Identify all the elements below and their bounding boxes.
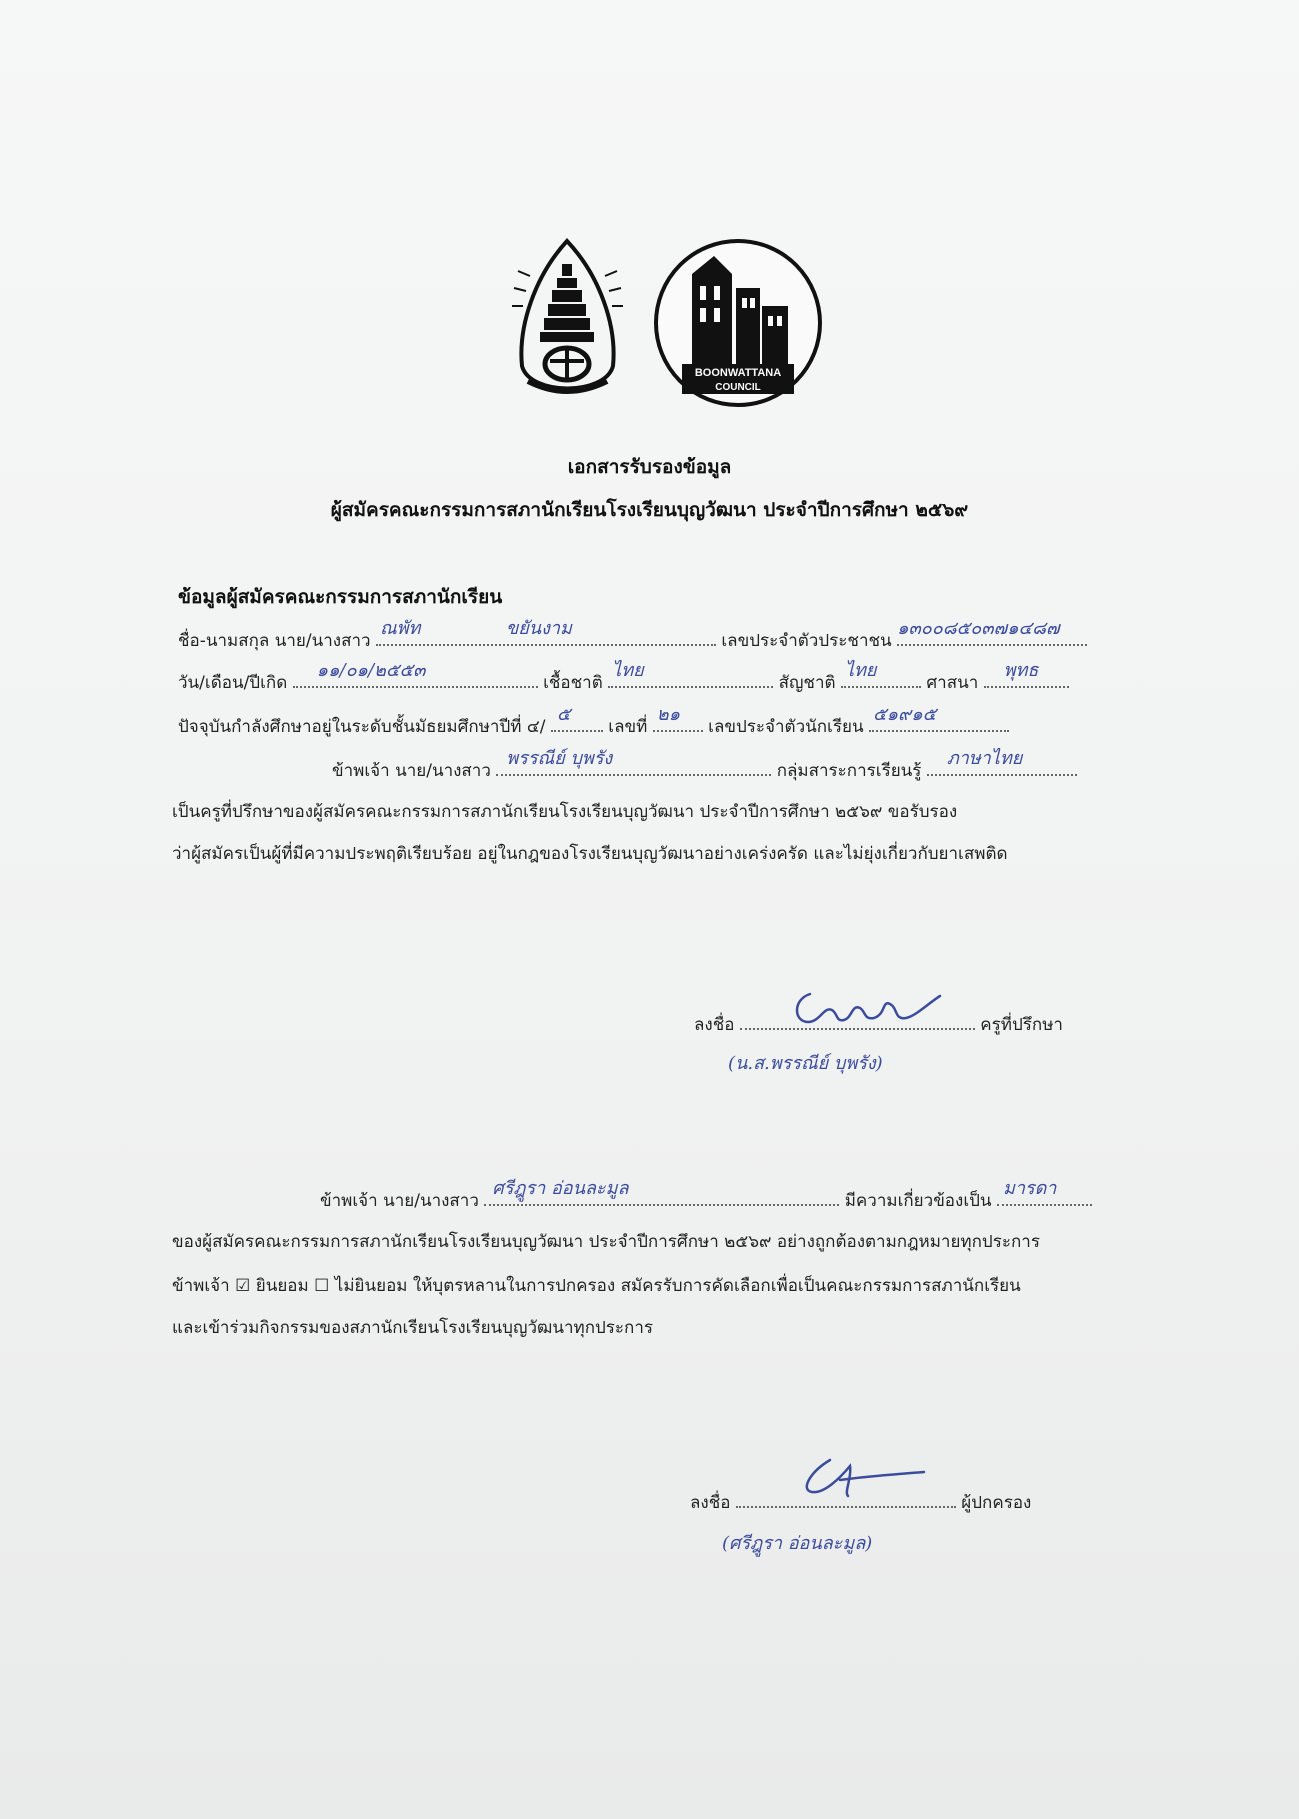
document-title: เอกสารรับรองข้อมูล (567, 456, 732, 478)
relation-handwriting: มารดา (1002, 1178, 1057, 1199)
guardian-signature-icon (790, 1452, 930, 1502)
teacher-role-label: ครูที่ปรึกษา (980, 1015, 1063, 1035)
nationality-field[interactable] (841, 660, 921, 688)
guardian-label: ข้าพเจ้า นาย/นางสาว (320, 1191, 479, 1211)
row-teacher (332, 748, 1077, 784)
grade-field[interactable] (551, 704, 603, 732)
religion-field[interactable] (984, 660, 1069, 688)
number-label: เลขที่ (608, 717, 648, 737)
statement2-line2 (172, 1272, 1021, 1299)
grade-label: ปัจจุบันกำลังศึกษาอยู่ในระดับชั้นมัธยมศึกษาปีที่ ๔/ (178, 717, 546, 737)
ethnicity-label: เชื้อชาติ (543, 673, 603, 693)
ethnicity-handwriting: ไทย (612, 660, 644, 681)
dob-handwriting: ๑๑/๐๑/๒๕๕๓ (316, 660, 426, 681)
relation-field[interactable] (997, 1178, 1092, 1206)
document-subtitle: ผู้สมัครคณะกรรมการสภานักเรียนโรงเรียนบุญวัฒนา ประจำปีการศึกษา ๒๕๖๙ (330, 499, 969, 521)
subject-field[interactable] (927, 748, 1077, 776)
council-emblem-icon (652, 236, 824, 410)
guardian-name-field[interactable] (484, 1178, 839, 1206)
consent-yes-checkbox[interactable]: ☑ (235, 1276, 251, 1296)
dob-label: วัน/เดือน/ปีเกิด (178, 673, 288, 693)
guardian-sign-label: ลงชื่อ (690, 1493, 731, 1513)
name-last-handwriting: ขยันงาม (505, 618, 572, 639)
teacher-name-field[interactable] (496, 748, 771, 776)
guardian-role-label: ผู้ปกครอง (961, 1493, 1032, 1513)
section-heading: ข้อมูลผู้สมัครคณะกรรมการสภานักเรียน (178, 586, 503, 608)
teacher-sign-label: ลงชื่อ (694, 1015, 735, 1035)
guardian-printed-name (722, 1528, 872, 1557)
consent-yes-label: ยินยอม (255, 1276, 309, 1296)
nationality-label: สัญชาติ (778, 673, 836, 693)
subject-label: กลุ่มสาระการเรียนรู้ (776, 761, 922, 781)
statement2-line1: ของผู้สมัครคณะกรรมการสภานักเรียนโรงเรียนบุญวัฒนา ประจำปีการศึกษา ๒๕๖๙ อย่างถูกต้องตามกฎหมายทุกประการ (172, 1232, 1040, 1252)
teacher-label: ข้าพเจ้า นาย/นางสาว (332, 761, 491, 781)
religion-handwriting: พุทธ (1003, 660, 1039, 681)
id-handwriting: ๑๓๐๐๘๕๐๓๗๑๔๘๗ (897, 618, 1060, 639)
statement2-line3: และเข้าร่วมกิจกรรมของสภานักเรียนโรงเรียนบุญวัฒนาทุกประการ (172, 1318, 654, 1338)
number-field[interactable] (653, 704, 703, 732)
religion-label: ศาสนา (926, 673, 979, 693)
teacher-printed-name (728, 1048, 883, 1077)
teacher-printed-name-text: (น.ส.พรรณีย์ บุพรัง) (728, 1053, 883, 1074)
name-first-handwriting: ณพัท (379, 618, 421, 639)
row-grade (178, 704, 1009, 740)
student-id-handwriting: ๕๑๙๑๕ (872, 704, 937, 725)
consent-no-label: ไม่ยินยอม (334, 1276, 408, 1296)
logo-row (510, 236, 830, 416)
grade-handwriting: ๕ (556, 704, 571, 725)
student-id-label: เลขประจำตัวนักเรียน (708, 717, 864, 737)
ethnicity-field[interactable] (608, 660, 773, 688)
name-label: ชื่อ-นามสกุล นาย/นางสาว (178, 631, 371, 651)
logo-text-council: COUNCIL (715, 382, 761, 393)
subject-handwriting: ภาษาไทย (946, 748, 1023, 769)
consent-no-checkbox[interactable]: ☐ (314, 1276, 330, 1296)
guardian-printed-name-text: (ศรีฎูรา อ่อนละมูล) (722, 1533, 873, 1554)
dob-field[interactable] (293, 660, 538, 688)
teacher-name-handwriting: พรรณีย์ บุพรัง (506, 748, 613, 769)
row-guardian (320, 1178, 1092, 1214)
student-id-field[interactable] (869, 704, 1009, 732)
teacher-signature-icon (790, 982, 960, 1032)
name-field[interactable] (376, 618, 716, 646)
guardian-name-handwriting: ศรีฎูรา อ่อนละมูล (492, 1178, 629, 1199)
school-crest-icon (510, 236, 625, 401)
nationality-handwriting: ไทย (844, 660, 877, 681)
statement1-line1: เป็นครูที่ปรึกษาของผู้สมัครคณะกรรมการสภานักเรียนโรงเรียนบุญวัฒนา ประจำปีการศึกษา ๒๕๖๙ ขอรับรอง (172, 802, 958, 822)
id-field[interactable] (897, 618, 1087, 646)
number-handwriting: ๒๑ (656, 704, 681, 725)
row-personal (178, 660, 1069, 696)
statement2-suffix: ให้บุตรหลานในการปกครอง สมัครรับการคัดเลือกเพื่อเป็นคณะกรรมการสภานักเรียน (412, 1276, 1021, 1296)
row-name (178, 618, 1087, 654)
statement1-line2: ว่าผู้สมัครเป็นผู้ที่มีความประพฤติเรียบร้อย อยู่ในกฎของโรงเรียนบุญวัฒนาอย่างเคร่งครัด และไม่ยุ่งเกี่ยวกับยาเสพติด (172, 844, 1008, 864)
id-label: เลขประจำตัวประชาชน (721, 631, 892, 651)
statement2-prefix: ข้าพเจ้า (172, 1276, 230, 1296)
relation-label: มีความเกี่ยวข้องเป็น (844, 1191, 992, 1211)
logo-text-boonwattana: BOONWATTANA (694, 367, 782, 379)
